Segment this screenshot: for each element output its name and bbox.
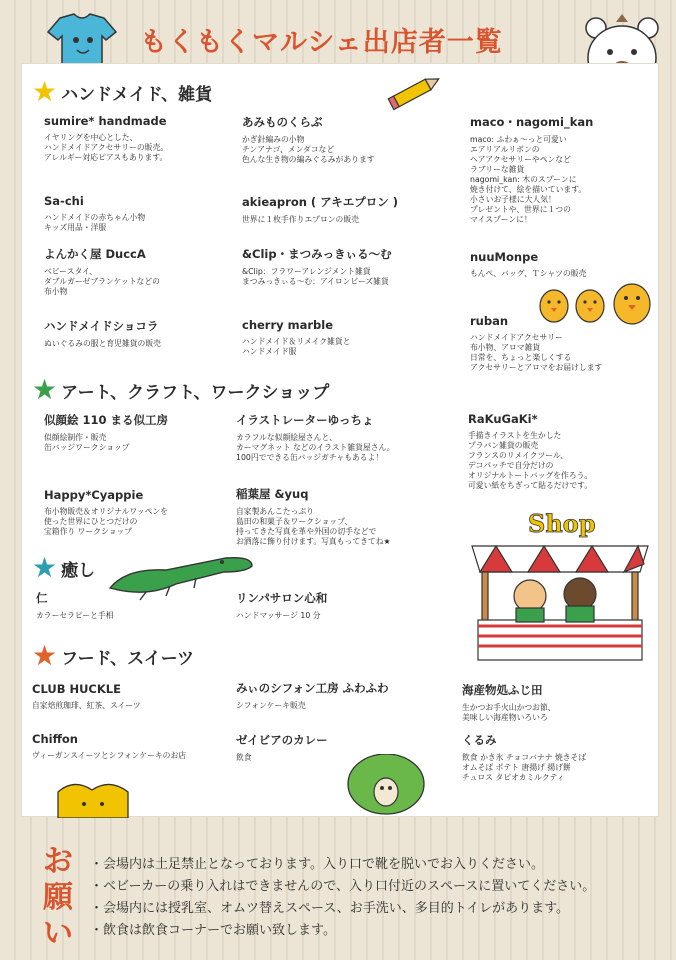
vendor-card [242,246,442,287]
section-art-craft [32,373,330,406]
vendor-description: 手描きイラストを生かした プラバン雑貨の販売 フランスのリメイクツール、 デコパッチで自分だけの オリジナルトートバッグを作ろう。 可愛い紙をちぎって貼るだけです。 [468,431,593,490]
tree-mascot-icon [342,754,432,816]
notice-heading: お 願 い [43,844,73,951]
vendor-description: 自家製あんこたっぷり 島田の和菓子＆ワークショップ、 持ってきた写真を革や外国の切手などで お洒落に飾り付けます。写真もってきてね★ [236,507,391,546]
vendor-name: Chiffon [32,732,78,746]
vendor-name: Happy*Cyappie [44,488,144,502]
vendor-name: RaKuGaKi* [468,412,538,426]
notice-item: ・飲食は飲食コーナーでお願い致します。 [90,923,336,938]
section-title: ハンドメイド、雑貨 [61,84,213,105]
vendor-description: ベビースタイ、 ダブルガーゼブランケットなどの 布小物 [44,267,160,296]
section-title: アート、クラフト、ワークショップ [61,382,330,403]
vendor-description: カラーセラピーと手相 [36,611,114,620]
vendor-list-panel [22,64,658,816]
notice-list [90,854,595,942]
notice-section [0,836,676,960]
crocodile-icon [106,548,254,602]
vendor-name: よんかく屋 DuccA [44,247,146,261]
vendor-card [44,194,244,233]
star-icon: ★ [32,551,58,584]
vendor-card [468,412,668,491]
vendor-name: 海産物処ふじ田 [462,683,543,697]
tshirt-icon [46,12,118,68]
vendor-name: イラストレーターゆっちょ [236,413,374,427]
vendor-description: もんぺ、バッグ、Ｔシャツの販売 [470,269,587,278]
vendor-description: イヤリングを中心とした、 ハンドメイドアクセサリーの販売。 アレルギー対応ピアスもあります。 [44,133,169,162]
vendor-name: CLUB HUCKLE [32,682,121,696]
vendor-card [236,680,436,711]
vendor-name: sumire* handmade [44,114,167,128]
shop-stall-icon [468,502,652,666]
vendor-name: nuuMonpe [470,250,539,264]
vendor-description: 生かつお手火山かつお節、 美味しい海産物いろいろ [462,703,556,722]
vendor-name: くるみ [462,733,497,747]
vendor-name: ruban [470,314,509,328]
vendor-card [236,590,436,621]
notice-item: ・会場内には授乳室、オムツ替えスペース、お手洗い、多目的トイレがあります。 [90,901,570,916]
vendor-name: ハンドメイドショコラ [44,319,159,333]
pencil-icon [384,72,444,112]
vendor-description: ハンドメイドの赤ちゃん小物 キッズ用品・洋服 [44,213,146,232]
vendor-card [32,682,232,711]
section-title: 癒し [61,560,96,581]
vendor-description: ハンドメイド＆リメイク雑貨と ハンドメイド服 [242,337,351,356]
vendor-description: 飲食 [236,753,252,762]
vendor-description: maco: ふわぁ〜っと可愛い エアリアルリボンの ヘアアクセサリーやペンなど ラブリーな雑貨 nagomi_kan: 木のスプーンに 焼き付けて、絵を描いています。 小さいお子様に大人気！ プレゼントや、世界に１つの マイスプーンに！ [470,135,587,224]
vendor-name: &Clip・まつみっきぃる〜む [242,247,392,261]
vendor-description: シフォンケーキ販売 [236,701,306,710]
vendor-name: ゼイビアのカレー [236,733,328,747]
vendor-card [470,114,670,225]
vendor-card [44,114,244,163]
vendor-name: 仁 [36,591,48,605]
vendor-name: 稲葉屋 &yuq [236,487,309,501]
page-title: もくもくマルシェ出店者一覧 [140,27,503,58]
section-handmade [32,75,213,108]
vendor-name: maco・nagomi_kan [470,115,594,129]
vendor-card [242,194,442,225]
notice-item: ・会場内は土足禁止となっております。入り口で靴を脱いでお入りください。 [90,857,544,872]
vendor-card [462,732,662,783]
vendor-description: ハンドメイドアクセサリー 布小物、アロマ雑貨 日常を、ちょっと楽しくする アクセサリーとアロマをお届けします [470,333,603,372]
vendor-card [242,114,442,165]
vendor-description: ヴィーガンスイーツとシフォンケーキのお店 [32,751,187,760]
building-icon [54,778,132,818]
section-food [32,639,195,672]
section-healing [32,551,96,584]
vendor-card [236,486,436,547]
vendor-description: カラフルな似顔絵屋さんと、 カーマグネット などのイラスト雑貨屋さん。 100円でできる缶バッジガチャもあるよ！ [236,433,395,462]
vendor-name: Sa-chi [44,194,84,208]
vendor-card [44,246,244,297]
vendor-description: 自家焙煎珈琲、紅茶、スイーツ [32,701,141,710]
vendor-description: ハンドマッサージ 10 分 [236,611,321,620]
star-icon: ★ [32,639,58,672]
vendor-description: 飲食 かき氷 チョコバナナ 焼きそば オムそば ポテト 唐揚げ 揚げ餅 チュロス タピオカミルクティ [462,753,587,782]
vendor-card [242,318,442,357]
vendor-name: akieapron ( アキエプロン ) [242,195,398,209]
vendor-description: &Clip：フラワーアレンジメント雑貨 まつみっきぃる〜む：アイロンビーズ雑貨 [242,267,389,286]
vendor-card [236,412,436,463]
vendor-description: 世界に１枚手作りエプロンの販売 [242,215,359,224]
vendor-description: 似顔絵制作・販売 缶バッジワークショップ [44,433,130,452]
vendor-card [44,488,244,537]
chick-icon [536,278,658,328]
star-icon: ★ [32,75,58,108]
vendor-card [44,412,244,453]
vendor-description: ぬいぐるみの服と育児雑貨の販売 [44,339,161,348]
vendor-name: cherry marble [242,318,334,332]
vendor-card [462,682,662,723]
vendor-name: あみものくらぶ [242,115,323,129]
section-title: フード、スイーツ [61,648,195,669]
star-icon: ★ [32,373,58,406]
shop-sign: Shop [528,509,596,538]
vendor-description: 布小物販売＆オリジナルワッペンを 使った世界にひとつだけの 宝箱作り ワークショップ [44,507,168,536]
vendor-name: 似顔絵 110 まる似工房 [44,413,169,427]
vendor-description: かぎ針編みの小物 チンアナゴ、メンダコなど 色んな生き物の編みぐるみがあります [242,135,375,164]
notice-item: ・ベビーカーの乗り入れはできませんので、入り口付近のスペースに置いてください。 [90,879,596,894]
vendor-name: リンパサロン心和 [236,591,328,605]
vendor-card [44,318,244,349]
vendor-card [32,732,232,761]
vendor-name: みぃのシフォン工房 ふわふわ [236,681,389,695]
vendor-card [470,250,670,279]
